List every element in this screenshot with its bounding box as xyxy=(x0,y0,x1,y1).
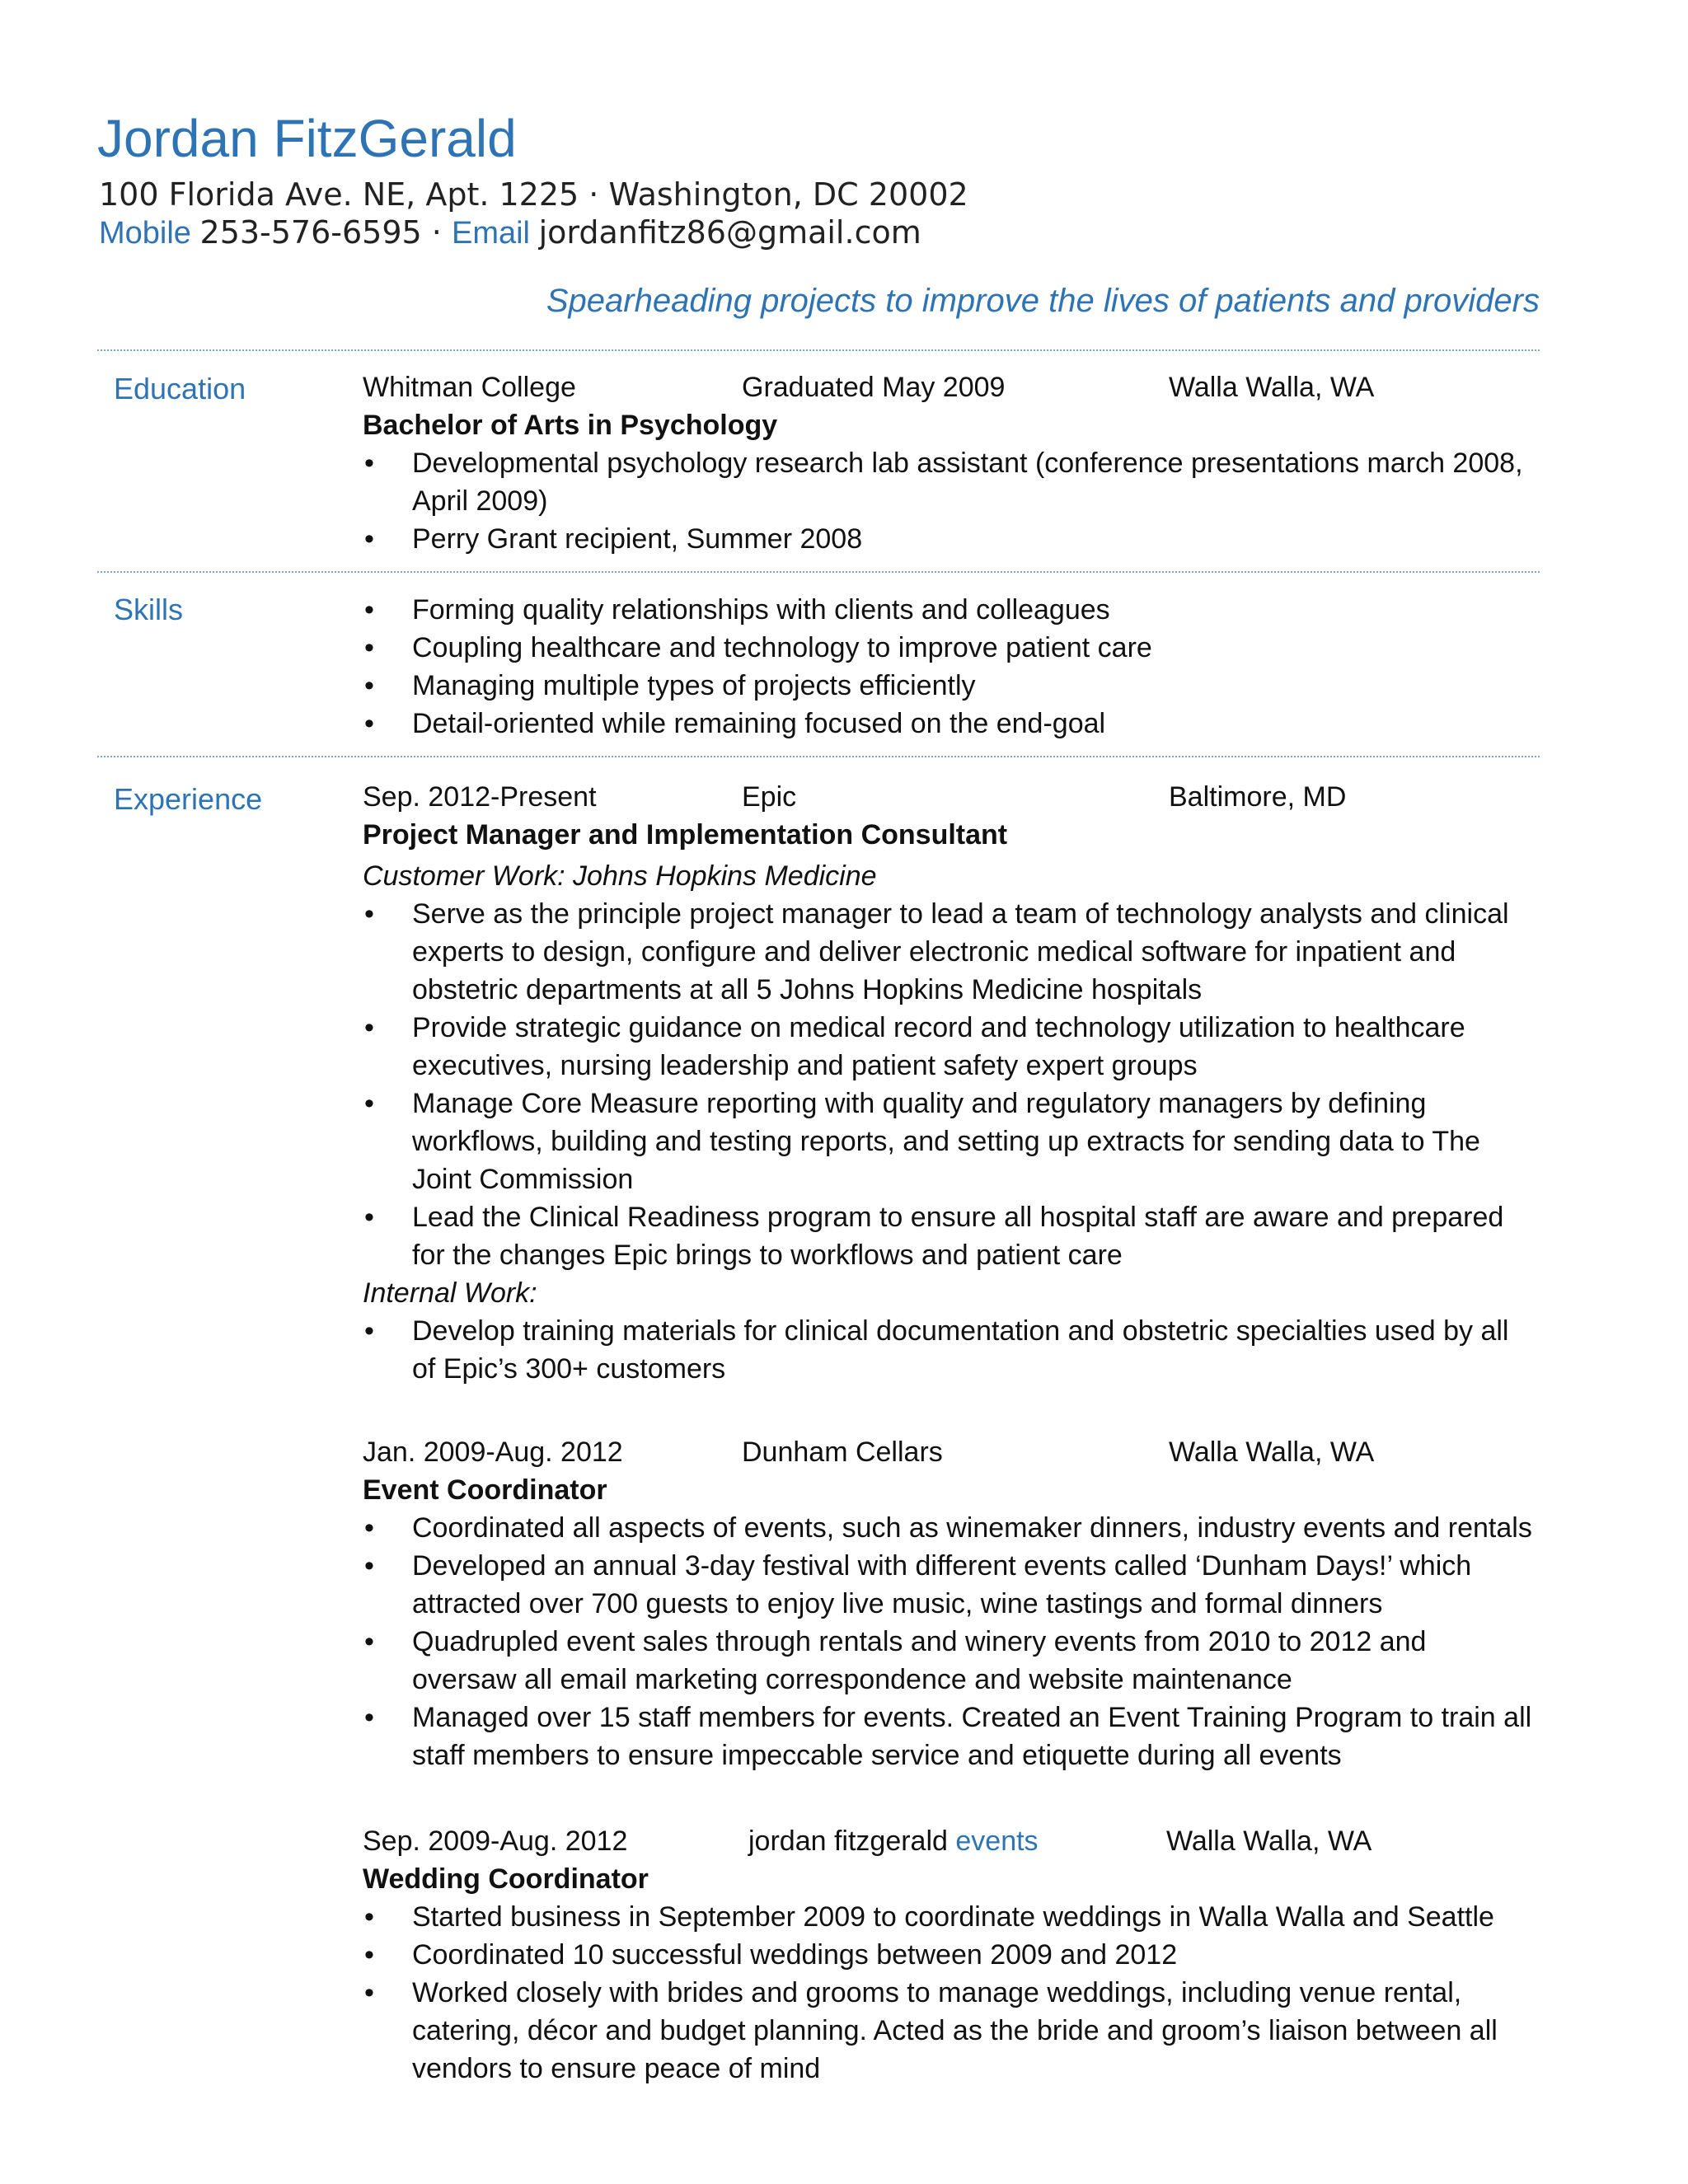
skills-bullets xyxy=(363,591,1533,743)
school-location: Walla Walla, WA xyxy=(1169,372,1375,403)
education-header-row xyxy=(363,368,1533,406)
job-wedding-coordinator xyxy=(363,1822,1533,2088)
job-company: Epic xyxy=(742,781,797,813)
list-item: • Provide strategic guidance on medical record and technology utilization to healthcare executives, nursing leadership and patient safety expert groups xyxy=(363,1009,1533,1085)
first-name: Jordan xyxy=(97,109,259,168)
divider xyxy=(97,349,1540,351)
list-item: • Quadrupled event sales through rentals and winery events from 2010 to 2012 and oversaw all email marketing correspondence and website maintenance xyxy=(363,1623,1533,1699)
graduation-date: Graduated May 2009 xyxy=(742,372,1006,403)
list-item: • Worked closely with brides and grooms to manage weddings, including venue rental, catering, décor and budget planning. Acted as the bride and groom’s liaison between all vendors to ensure peace of mind xyxy=(363,1974,1533,2088)
list-item: • Coordinated all aspects of events, such as winemaker dinners, industry events and rentals xyxy=(363,1509,1533,1547)
list-item: • Coordinated 10 successful weddings between 2009 and 2012 xyxy=(363,1936,1533,1974)
job-subheading: Internal Work: xyxy=(363,1277,537,1309)
job-company: Dunham Cellars xyxy=(742,1436,943,1468)
skills-section xyxy=(363,591,1533,743)
last-name: FitzGerald xyxy=(273,109,517,168)
education-bullets xyxy=(363,444,1533,558)
list-item: • Detail-oriented while remaining focused on the end-goal xyxy=(363,705,1533,743)
list-item: • Managing multiple types of projects efficiently xyxy=(363,667,1533,705)
mobile-number: 253-576-6595 xyxy=(199,214,422,251)
job-bullets xyxy=(363,1898,1533,2088)
job-dates: Sep. 2009-Aug. 2012 xyxy=(363,1825,628,1857)
job-bullets xyxy=(363,1312,1533,1388)
email-label: Email xyxy=(451,216,530,251)
job-bullets xyxy=(363,1509,1533,1774)
job-dates: Jan. 2009-Aug. 2012 xyxy=(363,1436,623,1468)
contact-separator: · xyxy=(421,214,452,251)
job-role: Wedding Coordinator xyxy=(363,1863,649,1895)
list-item: • Managed over 15 staff members for events. Created an Event Training Program to train all staff members to ensure impeccable service and etiquette during all events xyxy=(363,1699,1533,1774)
job-epic xyxy=(363,778,1533,1388)
contact-line xyxy=(99,213,921,253)
list-item: • Forming quality relationships with clients and colleagues xyxy=(363,591,1533,629)
company-name-main: jordan fitzgerald xyxy=(748,1825,948,1857)
list-item: • Develop training materials for clinical documentation and obstetric specialties used by all of Epic’s 300+ customers xyxy=(363,1312,1533,1388)
list-item: • Developed an annual 3-day festival with different events called ‘Dunham Days!’ which attracted over 700 guests to enjoy live music, wine tastings and formal dinners xyxy=(363,1547,1533,1623)
company-name-accent: events xyxy=(955,1825,1039,1857)
list-item: • Serve as the principle project manager to lead a team of technology analysts and clinical experts to design, configure and deliver electronic medical software for inpatient and obstetric departments at all 5 Johns Hopkins Medicine hospitals xyxy=(363,895,1533,1009)
divider xyxy=(97,756,1540,757)
school-name: Whitman College xyxy=(363,372,576,403)
job-location: Walla Walla, WA xyxy=(1166,1825,1372,1857)
list-item: • Started business in September 2009 to coordinate weddings in Walla Walla and Seattle xyxy=(363,1898,1533,1936)
job-dates: Sep. 2012-Present xyxy=(363,781,597,813)
section-title-education: Education xyxy=(114,372,246,405)
job-role: Event Coordinator xyxy=(363,1474,607,1506)
list-item: • Perry Grant recipient, Summer 2008 xyxy=(363,520,1533,558)
email-address[interactable]: jordanfitz86@gmail.com xyxy=(538,214,921,251)
tagline: Spearheading projects to improve the lives of patients and providers xyxy=(546,283,1540,319)
job-bullets xyxy=(363,895,1533,1274)
candidate-name xyxy=(97,105,517,171)
job-role: Project Manager and Implementation Consultant xyxy=(363,819,1008,851)
list-item: • Manage Core Measure reporting with quality and regulatory managers by defining workflows, building and testing reports, and setting up extracts for sending data to The Joint Commission xyxy=(363,1085,1533,1198)
job-header-row xyxy=(363,1433,1533,1471)
divider xyxy=(97,571,1540,573)
mobile-label: Mobile xyxy=(99,216,191,251)
job-subheading: Customer Work: Johns Hopkins Medicine xyxy=(363,860,877,892)
address: 100 Florida Ave. NE, Apt. 1225 · Washington, DC 20002 xyxy=(99,176,968,213)
job-company xyxy=(748,1822,1039,1860)
list-item: • Developmental psychology research lab assistant (conference presentations march 2008, April 2009) xyxy=(363,444,1533,520)
job-location: Baltimore, MD xyxy=(1169,781,1347,813)
degree: Bachelor of Arts in Psychology xyxy=(363,410,778,441)
job-header-row xyxy=(363,778,1533,816)
education-section xyxy=(363,368,1533,558)
section-title-skills: Skills xyxy=(114,593,184,626)
list-item: • Coupling healthcare and technology to improve patient care xyxy=(363,629,1533,667)
section-title-experience: Experience xyxy=(114,782,263,816)
job-location: Walla Walla, WA xyxy=(1169,1436,1375,1468)
job-header-row xyxy=(363,1822,1533,1860)
list-item: • Lead the Clinical Readiness program to ensure all hospital staff are aware and prepared for the changes Epic brings to workflows and patient care xyxy=(363,1198,1533,1274)
job-dunham-cellars xyxy=(363,1433,1533,1774)
